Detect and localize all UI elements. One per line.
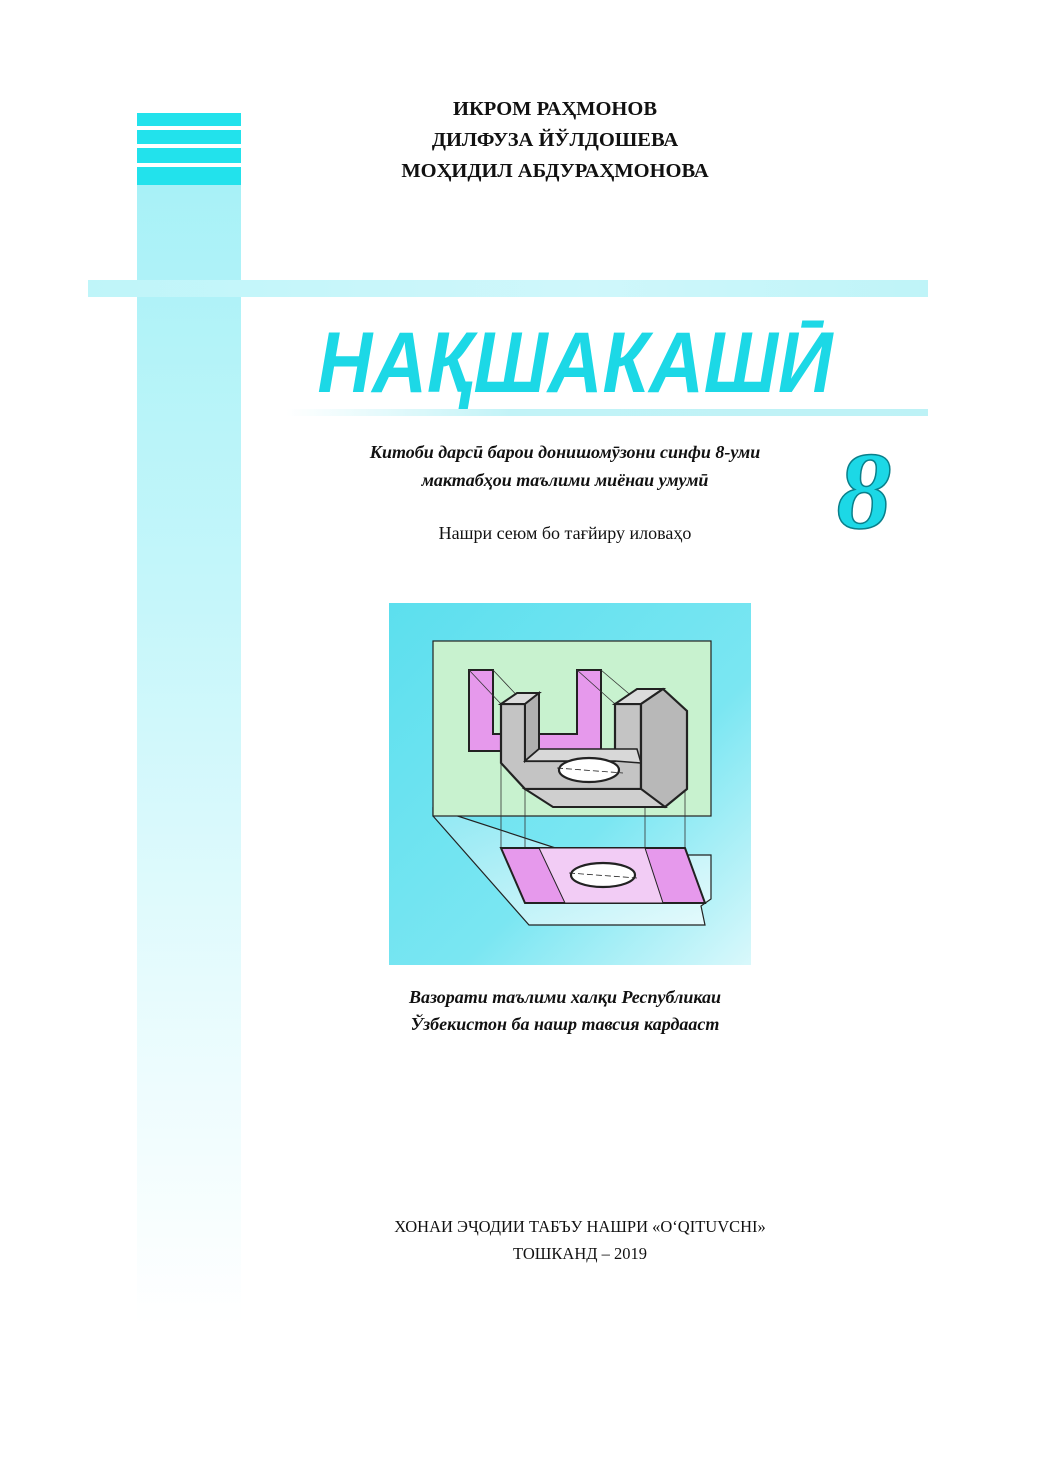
author-name: ИКРОМ РАҲМОНОВ xyxy=(453,98,657,120)
edition-note: Нашри сеюм бо тағйиру иловаҳо xyxy=(438,523,692,543)
vertical-accent-bar xyxy=(137,185,241,1325)
approval-line: Вазорати таълими халқи Республикаи xyxy=(408,987,722,1007)
subtitle xyxy=(300,438,830,494)
authors xyxy=(300,94,810,187)
book-title xyxy=(300,302,860,412)
subtitle-line: мактабҳои таълими миёнаи умумӣ xyxy=(421,470,709,490)
technical-drawing-illustration xyxy=(389,603,751,965)
subtitle-line: Китоби дарсӣ барои донишомӯзони синфи 8-уми xyxy=(369,442,761,462)
accent-stripe xyxy=(137,148,241,163)
approval-line: Ўзбекистон ба нашр тавсия кардааст xyxy=(410,1014,720,1034)
object-side-face xyxy=(641,689,687,807)
accent-stripe xyxy=(137,130,241,144)
publisher-name: ХОНАИ ЭҶОДИИ ТАБЪУ НАШРИ «O‘QITUVCHI» xyxy=(394,1217,766,1236)
accent-stripe xyxy=(137,113,241,126)
object-hole xyxy=(559,758,619,782)
publication-place-year: ТОШКАНД – 2019 xyxy=(512,1244,647,1263)
grade-number-text: 8 xyxy=(836,440,892,540)
horizontal-accent-bar xyxy=(88,280,928,297)
publisher-info xyxy=(300,1213,860,1267)
top-view-hole xyxy=(571,863,635,887)
accent-stripe xyxy=(137,167,241,185)
author-name: МОҲИДИЛ АБДУРАҲМОНОВА xyxy=(401,160,709,182)
grade-number xyxy=(820,440,910,540)
author-name: ДИЛФУЗА ЙЎЛДОШЕВА xyxy=(431,129,679,151)
book-title-text: НАҚШАКАШӢ xyxy=(317,315,835,411)
approval-note xyxy=(300,984,830,1038)
